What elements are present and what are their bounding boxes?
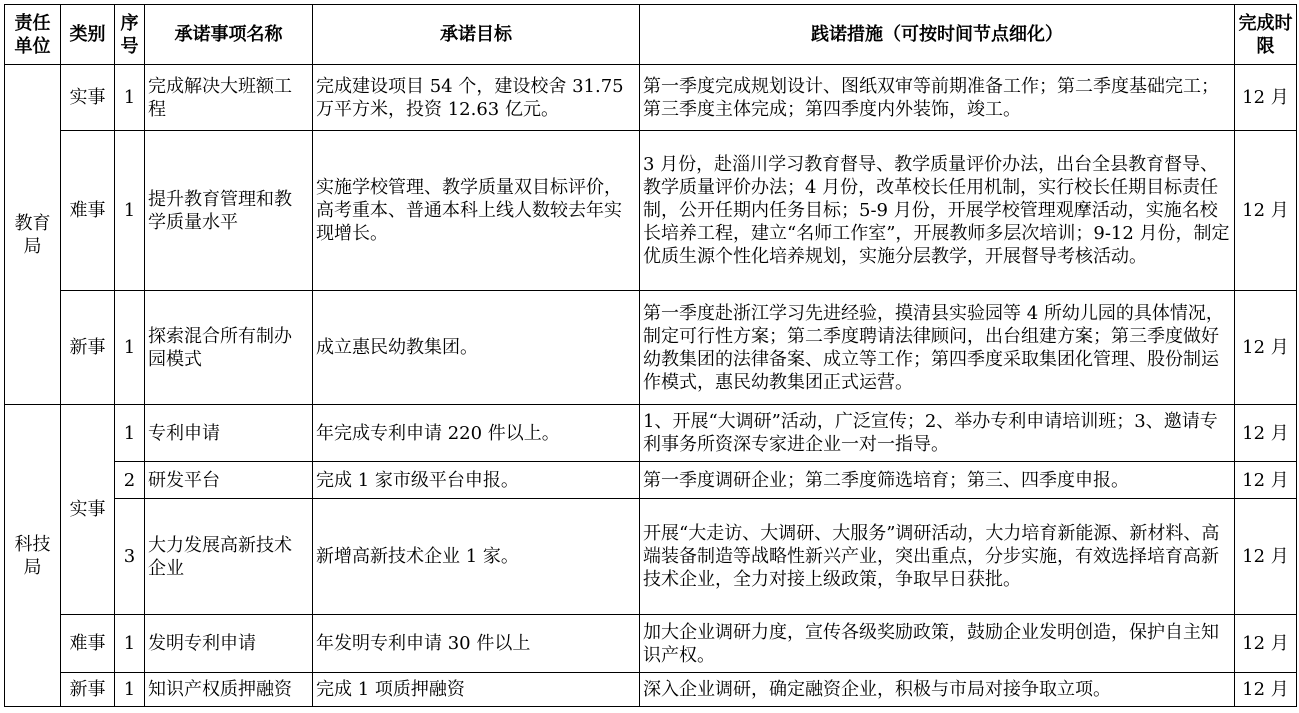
- table-row: [5, 462, 1297, 499]
- header-row: [5, 5, 1297, 65]
- item-cell: 知识产权质押融资: [145, 673, 313, 707]
- header-number: 序号: [115, 5, 145, 65]
- goal-cell: 新增高新技术企业 1 家。: [313, 499, 640, 615]
- category-cell: 实事: [61, 65, 115, 131]
- category-cell: 难事: [61, 131, 115, 291]
- table-row: [5, 291, 1297, 405]
- header-goal: 承诺目标: [313, 5, 640, 65]
- number-cell: 1: [115, 65, 145, 131]
- table-row: [5, 615, 1297, 673]
- deadline-cell: 12 月: [1235, 673, 1297, 707]
- deadline-cell: 12 月: [1235, 131, 1297, 291]
- item-cell: 探索混合所有制办园模式: [145, 291, 313, 405]
- table-row: [5, 673, 1297, 707]
- unit-cell-tech: 科技局: [5, 405, 61, 707]
- number-cell: 1: [115, 131, 145, 291]
- category-cell: 实事: [61, 405, 115, 615]
- unit-cell-education: 教育局: [5, 65, 61, 405]
- header-deadline: 完成时限: [1235, 5, 1297, 65]
- goal-cell: 年完成专利申请 220 件以上。: [313, 405, 640, 462]
- item-cell: 研发平台: [145, 462, 313, 499]
- item-cell: 发明专利申请: [145, 615, 313, 673]
- goal-cell: 年发明专利申请 30 件以上: [313, 615, 640, 673]
- table-row: [5, 499, 1297, 615]
- number-cell: 2: [115, 462, 145, 499]
- number-cell: 1: [115, 405, 145, 462]
- measures-cell: 第一季度调研企业；第二季度筛选培育；第三、四季度申报。: [640, 462, 1235, 499]
- measures-cell: 开展“大走访、大调研、大服务”调研活动，大力培育新能源、新材料、高端装备制造等战略性新兴产业，突出重点，分步实施，有效选择培育高新技术企业，全力对接上级政策，争取早日获批。: [640, 499, 1235, 615]
- measures-cell: 第一季度完成规划设计、图纸双审等前期准备工作；第二季度基础完工；第三季度主体完成；第四季度内外装饰，竣工。: [640, 65, 1235, 131]
- table-row: [5, 65, 1297, 131]
- item-cell: 提升教育管理和教学质量水平: [145, 131, 313, 291]
- measures-cell: 深入企业调研，确定融资企业，积极与市局对接争取立项。: [640, 673, 1235, 707]
- number-cell: 1: [115, 291, 145, 405]
- measures-cell: 3 月份，赴淄川学习教育督导、教学质量评价办法，出台全县教育督导、教学质量评价办法；4 月份，改革校长任用机制，实行校长任期目标责任制，公开任期内任务目标；5-9 月份，开展学校管理观摩活动，实施名校长培养工程，建立“名师工作室”，开展教师多层次培训；9-12 月份，制定优质生源个性化培养规划，实施分层教学，开展督导考核活动。: [640, 131, 1235, 291]
- header-measures: 践诺措施（可按时间节点细化）: [640, 5, 1235, 65]
- category-cell: 新事: [61, 291, 115, 405]
- deadline-cell: 12 月: [1235, 405, 1297, 462]
- deadline-cell: 12 月: [1235, 499, 1297, 615]
- deadline-cell: 12 月: [1235, 65, 1297, 131]
- number-cell: 1: [115, 673, 145, 707]
- number-cell: 3: [115, 499, 145, 615]
- measures-cell: 加大企业调研力度，宣传各级奖励政策，鼓励企业发明创造，保护自主知识产权。: [640, 615, 1235, 673]
- header-unit: 责任单位: [5, 5, 61, 65]
- deadline-cell: 12 月: [1235, 615, 1297, 673]
- goal-cell: 成立惠民幼教集团。: [313, 291, 640, 405]
- header-item: 承诺事项名称: [145, 5, 313, 65]
- deadline-cell: 12 月: [1235, 291, 1297, 405]
- goal-cell: 实施学校管理、教学质量双目标评价，高考重本、普通本科上线人数较去年实现增长。: [313, 131, 640, 291]
- header-category: 类别: [61, 5, 115, 65]
- measures-cell: 1、开展“大调研”活动，广泛宣传；2、举办专利申请培训班；3、邀请专利事务所资深专家进企业一对一指导。: [640, 405, 1235, 462]
- commitment-table: [4, 4, 1297, 707]
- item-cell: 大力发展高新技术企业: [145, 499, 313, 615]
- table-row: [5, 131, 1297, 291]
- category-cell: 新事: [61, 673, 115, 707]
- item-cell: 专利申请: [145, 405, 313, 462]
- goal-cell: 完成建设项目 54 个，建设校舍 31.75 万平方米，投资 12.63 亿元。: [313, 65, 640, 131]
- goal-cell: 完成 1 家市级平台申报。: [313, 462, 640, 499]
- category-cell: 难事: [61, 615, 115, 673]
- table-row: [5, 405, 1297, 462]
- measures-cell: 第一季度赴浙江学习先进经验，摸清县实验园等 4 所幼儿园的具体情况，制定可行性方案；第二季度聘请法律顾问，出台组建方案；第三季度做好幼教集团的法律备案、成立等工作；第四季度采取集团化管理、股份制运作模式，惠民幼教集团正式运营。: [640, 291, 1235, 405]
- goal-cell: 完成 1 项质押融资: [313, 673, 640, 707]
- deadline-cell: 12 月: [1235, 462, 1297, 499]
- item-cell: 完成解决大班额工程: [145, 65, 313, 131]
- number-cell: 1: [115, 615, 145, 673]
